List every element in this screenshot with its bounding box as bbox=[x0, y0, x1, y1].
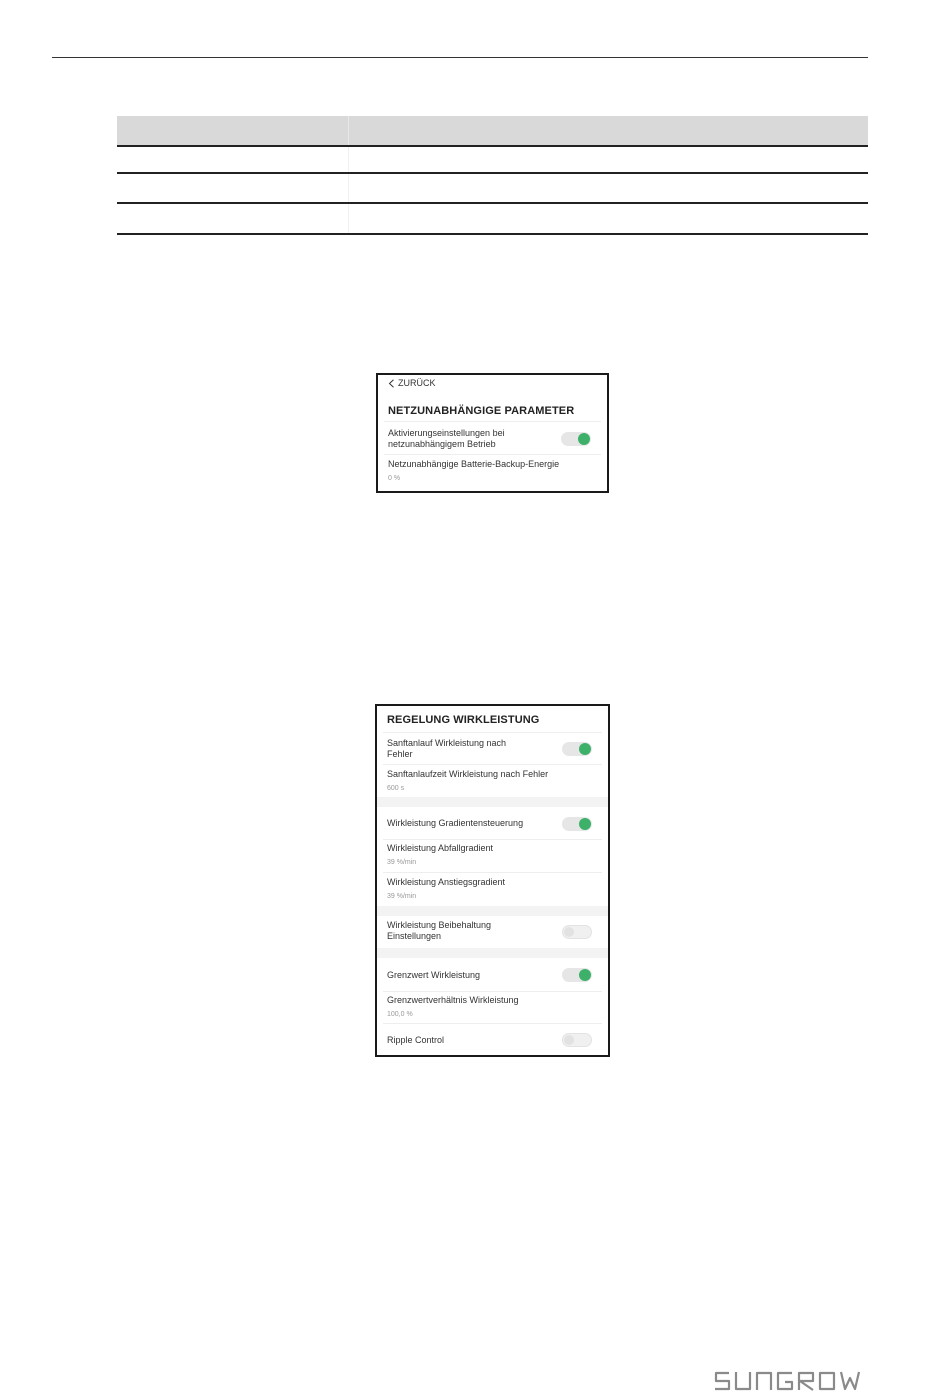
back-button[interactable] bbox=[378, 376, 607, 390]
parameter-table bbox=[117, 116, 868, 235]
screen-title: NETZUNABHÄNGIGE PARAMETER bbox=[388, 405, 575, 417]
setting-item[interactable] bbox=[383, 992, 602, 1024]
sungrow-logo bbox=[712, 1369, 870, 1393]
setting-label: Wirkleistung Anstiegsgradient bbox=[387, 877, 506, 887]
setting-label: Netzunabhängige Batterie-Backup-Energie bbox=[388, 459, 560, 469]
setting-value: 600 s bbox=[387, 785, 405, 792]
setting-item[interactable] bbox=[383, 1024, 602, 1055]
setting-item[interactable] bbox=[384, 422, 601, 455]
toggle-switch[interactable] bbox=[562, 817, 592, 831]
table-row bbox=[117, 147, 868, 174]
setting-item[interactable] bbox=[383, 807, 602, 840]
setting-item[interactable] bbox=[383, 916, 602, 948]
table-row bbox=[117, 204, 868, 235]
back-label: ZURÜCK bbox=[398, 378, 436, 388]
off-grid-parameters-screen bbox=[376, 373, 609, 493]
toggle-switch[interactable] bbox=[562, 925, 592, 939]
active-power-control-screen bbox=[375, 704, 610, 1057]
setting-label: Wirkleistung Abfallgradient bbox=[387, 843, 494, 853]
section-gap bbox=[377, 906, 608, 916]
chevron-left-icon bbox=[388, 379, 395, 388]
setting-label: Grenzwertverhältnis Wirkleistung bbox=[387, 995, 519, 1005]
table-header-cell-1 bbox=[117, 116, 349, 145]
setting-item[interactable] bbox=[383, 733, 602, 765]
setting-label: Sanftanlauf Wirkleistung nach Fehler bbox=[387, 738, 507, 759]
toggle-switch[interactable] bbox=[562, 1033, 592, 1047]
section-gap bbox=[377, 797, 608, 807]
setting-value: 0 % bbox=[388, 475, 401, 482]
setting-value: 100,0 % bbox=[387, 1011, 413, 1018]
screen-title: REGELUNG WIRKLEISTUNG bbox=[387, 714, 540, 726]
section-gap bbox=[377, 948, 608, 958]
setting-value: 39 %/min bbox=[387, 859, 417, 866]
setting-label: Wirkleistung Gradientensteuerung bbox=[387, 818, 524, 828]
setting-label: Grenzwert Wirkleistung bbox=[387, 970, 481, 980]
table-header bbox=[117, 116, 868, 147]
setting-item[interactable] bbox=[384, 455, 601, 487]
toggle-switch[interactable] bbox=[562, 742, 592, 756]
toggle-switch[interactable] bbox=[562, 968, 592, 982]
setting-item[interactable] bbox=[383, 958, 602, 992]
setting-label: Aktivierungseinstellungen bei netzunabhängigem Betrieb bbox=[388, 428, 505, 449]
header-rule bbox=[52, 57, 868, 58]
setting-item[interactable] bbox=[383, 765, 602, 797]
setting-label: Sanftanlaufzeit Wirkleistung nach Fehler bbox=[387, 769, 549, 779]
setting-item[interactable] bbox=[383, 873, 602, 906]
setting-label: Ripple Control bbox=[387, 1035, 445, 1045]
setting-value: 39 %/min bbox=[387, 893, 417, 900]
setting-item[interactable] bbox=[383, 840, 602, 873]
table-row bbox=[117, 174, 868, 204]
setting-label: Wirkleistung Beibehaltung Einstellungen bbox=[387, 920, 492, 941]
toggle-switch[interactable] bbox=[561, 432, 591, 446]
